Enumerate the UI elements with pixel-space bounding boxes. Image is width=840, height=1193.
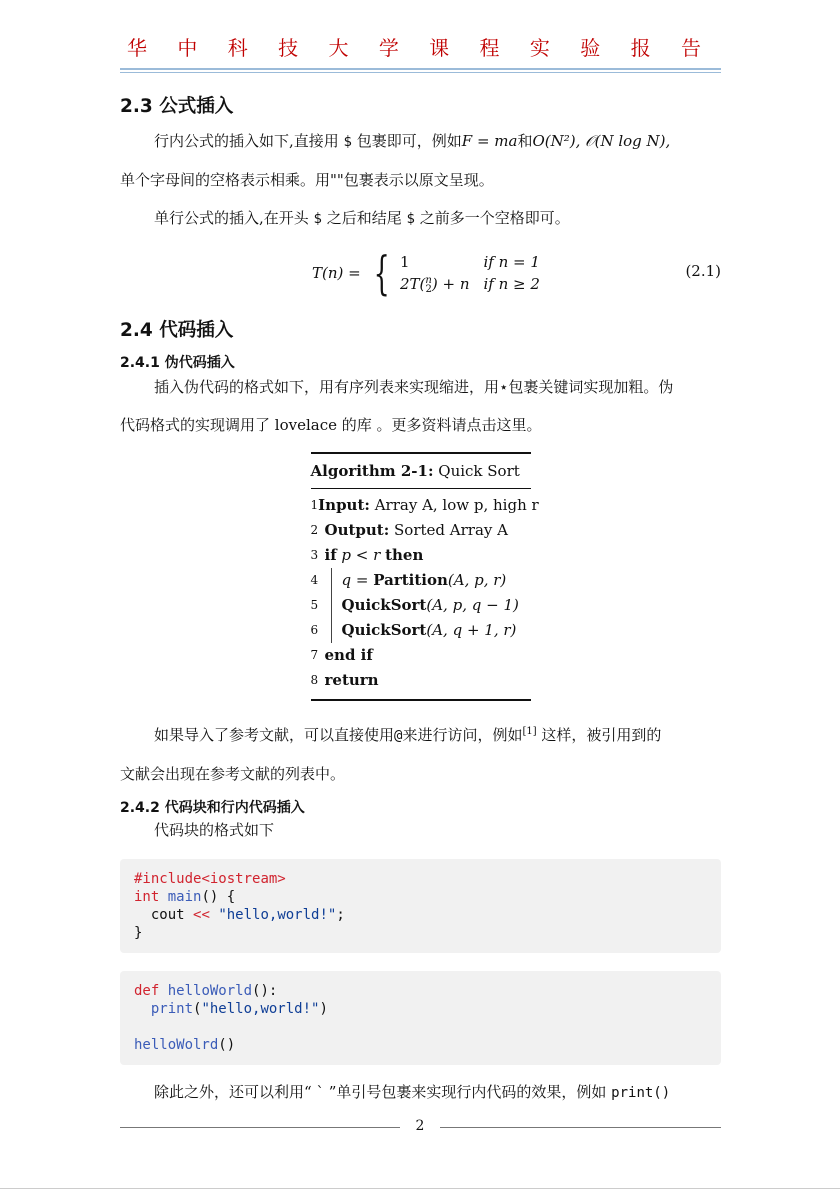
inline-code-dollar: $ — [406, 211, 415, 227]
case-value — [400, 275, 469, 294]
line-number: 8 — [310, 673, 319, 687]
line-number: 4 — [310, 573, 319, 587]
equation-cases — [400, 253, 540, 294]
paragraph-inline-code — [120, 1073, 721, 1112]
code-token — [159, 889, 167, 905]
keyword: QuickSort — [341, 596, 427, 614]
algorithm-line — [311, 543, 531, 568]
algorithm-caption — [311, 452, 531, 489]
inline-code: print() — [611, 1085, 671, 1101]
code-token: } — [134, 925, 143, 941]
line-text: Array A, low p, high r — [369, 496, 539, 514]
case-condition: if n ≥ 2 — [483, 274, 540, 293]
code-token: print — [150, 1001, 194, 1017]
numerator: n — [425, 274, 432, 286]
algorithm-title: Quick Sort — [433, 462, 520, 480]
denominator: 2 — [425, 283, 432, 295]
line-text: Sorted Array A — [389, 521, 508, 539]
keyword: Output: — [324, 521, 390, 539]
header-rule-thin — [120, 72, 721, 73]
code-token: main — [167, 889, 202, 905]
text: 包裹即可，例如 — [351, 132, 462, 150]
algorithm-line — [311, 568, 531, 593]
text: 如果导入了参考文献，可以直接使用 — [154, 726, 395, 744]
text: 之后和结尾 — [321, 209, 407, 227]
algorithm-body — [310, 489, 539, 701]
algorithm-box — [310, 452, 539, 701]
keyword: if — [324, 546, 337, 564]
line-text: (A, p, q − 1) — [426, 596, 519, 614]
brace: { — [373, 246, 390, 300]
keyword: end if — [324, 646, 373, 664]
page-edge — [0, 1188, 840, 1189]
code-token: ; — [336, 907, 345, 923]
code-token: << — [193, 907, 210, 923]
paragraph-pseudocode: 插入伪代码的格式如下，用有序列表来实现缩进，用⋆包裹关键词实现加粗。伪 — [154, 378, 674, 396]
equation-number: (2.1) — [685, 262, 721, 280]
paragraph-references-cont: 文献会出现在参考文献的列表中。 — [120, 765, 346, 783]
keyword: return — [324, 671, 379, 689]
code-token: helloWolrd — [134, 1037, 219, 1053]
section-heading-2-4: 2.4 代码插入 — [120, 320, 234, 341]
indent-block — [331, 568, 507, 593]
line-number: 2 — [310, 523, 319, 537]
code-token: ( — [193, 1001, 202, 1017]
code-token: () { — [201, 889, 236, 905]
equation-body — [312, 244, 540, 302]
algorithm-line — [311, 643, 531, 668]
paragraph-space-note: 单个字母间的空格表示相乘。用""包裹表示以原文呈现。 — [120, 171, 494, 189]
code-block-python — [120, 971, 721, 1065]
footer-rule-left — [120, 1127, 400, 1128]
paragraph-inline-math — [120, 122, 721, 161]
paragraph-block-math — [120, 199, 721, 238]
inline-math: O(N²), 𝒪(N log N), — [532, 132, 671, 150]
keyword: then — [385, 546, 424, 564]
subsection-heading-2-4-1: 2.4.1 伪代码插入 — [120, 355, 235, 371]
line-number: 7 — [310, 648, 319, 662]
case-part: ) + n — [431, 274, 470, 293]
citation-link[interactable]: [1] — [522, 726, 537, 737]
algorithm-line — [311, 593, 531, 618]
text: 除此之外，还可以利用“ ` ”单引号包裹来实现行内代码的效果，例如 — [154, 1083, 612, 1101]
code-token: () — [218, 1037, 236, 1053]
algorithm-line — [311, 518, 531, 543]
display-equation — [120, 244, 721, 302]
code-token: int — [134, 889, 160, 905]
inline-math: F = ma — [461, 132, 518, 150]
paragraph-lovelace: 代码格式的实现调用了 lovelace 的库 。更多资料请点击这里。 — [120, 416, 542, 434]
indent-block — [331, 593, 519, 618]
main-content — [120, 92, 721, 1112]
case-value: 1 — [400, 252, 410, 271]
line-number: 5 — [310, 598, 319, 612]
page-number: 2 — [415, 1118, 425, 1134]
footer-rule-right — [440, 1127, 721, 1128]
keyword: Input: — [318, 496, 370, 514]
keyword: Partition — [373, 571, 448, 589]
code-token: cout — [134, 907, 194, 923]
code-token — [159, 983, 167, 999]
code-token: "hello,world!" — [201, 1001, 320, 1017]
inline-code-dollar: $ — [313, 211, 322, 227]
line-text: (A, q + 1, r) — [426, 621, 517, 639]
algorithm-label: Algorithm 2-1: — [310, 462, 434, 480]
line-text: q = — [341, 571, 374, 589]
inline-code-at: @ — [394, 728, 403, 744]
algorithm-line — [311, 618, 531, 643]
indent-block — [331, 618, 517, 643]
line-text: (A, p, r) — [447, 571, 507, 589]
paragraph-references — [120, 713, 721, 755]
header-title: 华 中 科 技 大 学 课 程 实 验 报 告 — [127, 36, 713, 60]
subsection-heading-2-4-2: 2.4.2 代码块和行内代码插入 — [120, 800, 305, 816]
section-heading-2-3: 2.3 公式插入 — [120, 96, 234, 117]
text: 这样，被引用到的 — [536, 726, 662, 744]
case-condition: if n = 1 — [483, 252, 540, 271]
code-token: def — [134, 983, 160, 999]
code-token: "hello,world!" — [218, 907, 337, 923]
text: 和 — [517, 132, 533, 150]
algorithm-line — [310, 493, 539, 518]
line-number: 3 — [310, 548, 319, 562]
page-footer — [0, 1118, 840, 1138]
text: 行内公式的插入如下,直接用 — [154, 132, 344, 150]
equation-lhs: T(n) = — [312, 264, 361, 282]
code-token — [134, 1001, 151, 1017]
text: 单行公式的插入,在开头 — [154, 209, 314, 227]
line-number: 6 — [310, 623, 319, 637]
code-token: (): — [252, 983, 278, 999]
keyword: QuickSort — [341, 621, 427, 639]
text: 之前多一个空格即可。 — [414, 209, 570, 227]
text: 来进行访问，例如 — [402, 726, 523, 744]
paragraph-codeblock-intro: 代码块的格式如下 — [154, 821, 275, 839]
code-block-cpp — [120, 859, 721, 953]
header-rule — [120, 68, 721, 70]
algorithm-line — [311, 668, 531, 693]
line-number: 1 — [310, 498, 319, 512]
inline-code-dollar: $ — [343, 134, 352, 150]
case-part: 2T( — [400, 274, 426, 293]
code-token: <iostream> — [201, 871, 286, 887]
code-token: #include — [134, 871, 202, 887]
code-token: helloWorld — [167, 983, 253, 999]
line-text: p < r — [336, 546, 386, 564]
code-token: ) — [319, 1001, 328, 1017]
